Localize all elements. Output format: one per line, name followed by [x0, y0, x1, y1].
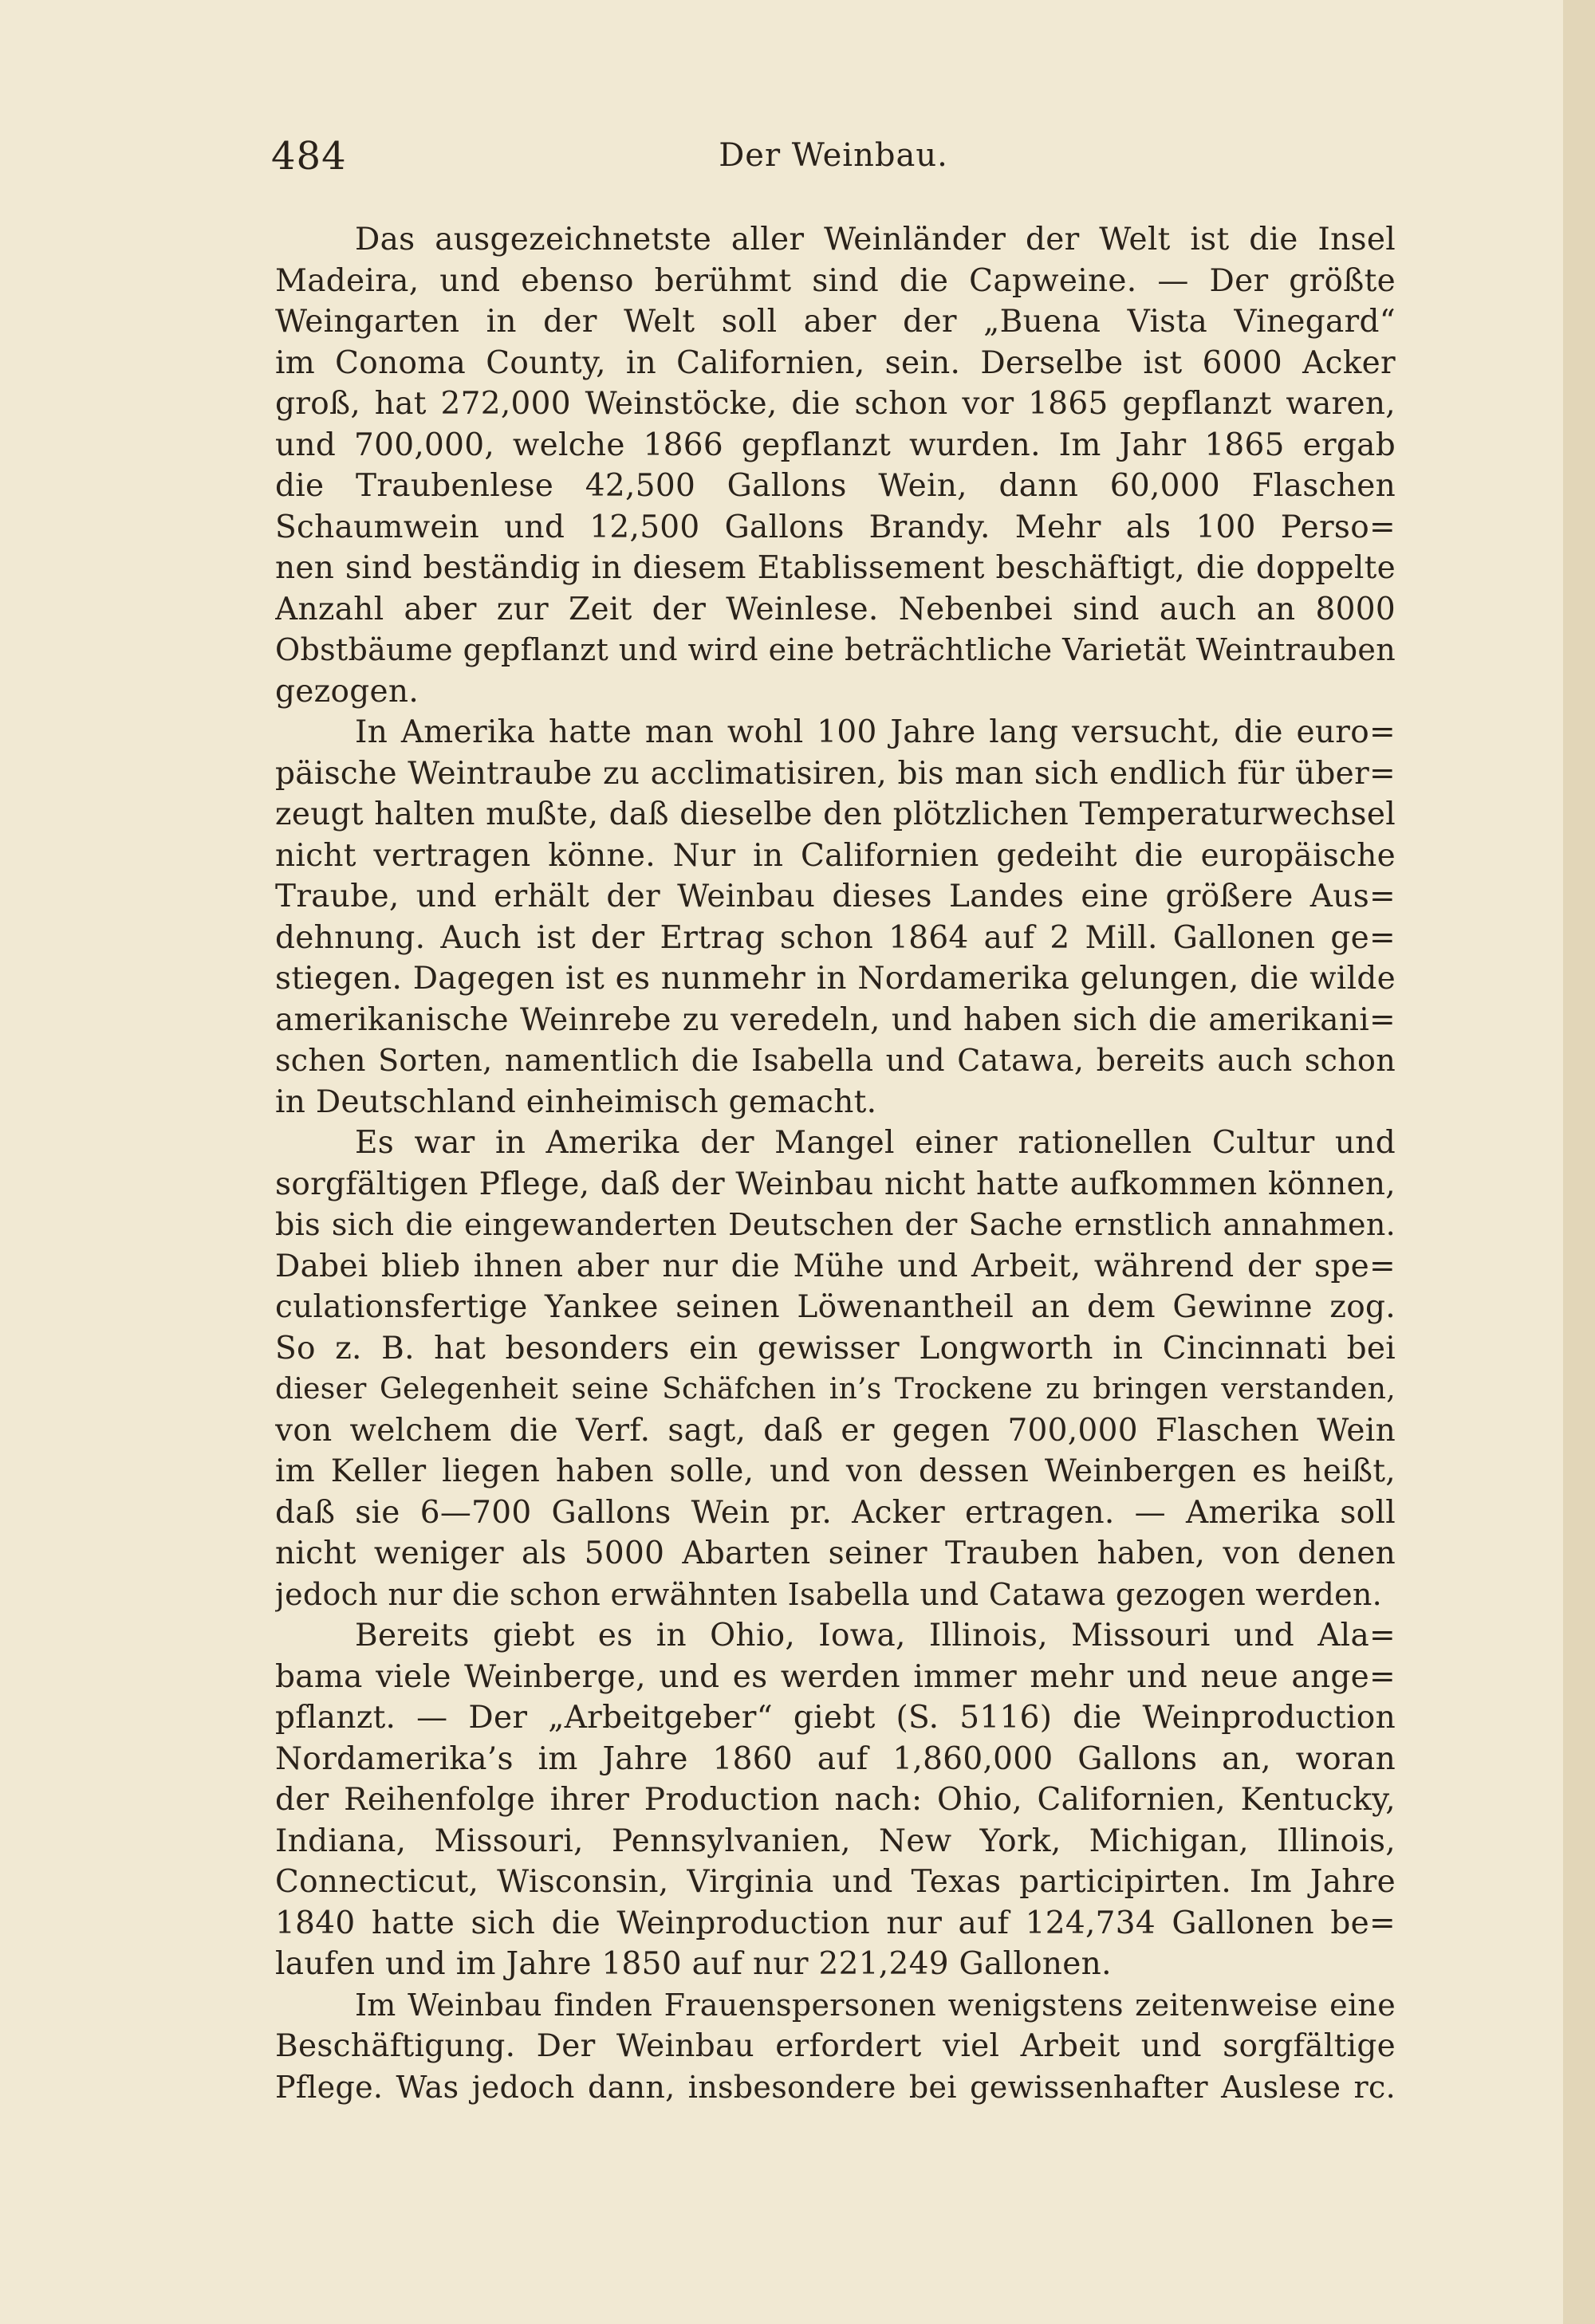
text-line: Traube, und erhält der Weinbau dieses Landes eine größere Aus= — [275, 879, 1396, 914]
text-line: nicht weniger als 5000 Abarten seiner Trauben haben, von denen — [275, 1536, 1396, 1571]
text-line: von welchem die Verf. sagt, daß er gegen 700,000 Flaschen Wein — [275, 1412, 1396, 1449]
text-line: Indiana, Missouri, Pennsylvanien, New York, Michigan, Illinois, — [275, 1823, 1396, 1859]
text-line: Dabei blieb ihnen aber nur die Mühe und Arbeit, während der spe= — [275, 1248, 1396, 1284]
text-line: Weingarten in der Welt soll aber der „Buena Vista Vinegard“ — [275, 304, 1396, 340]
text-line: die Traubenlese 42,500 Gallons Wein, dann 60,000 Flaschen — [275, 468, 1396, 504]
text-line: päische Weintraube zu acclimatisiren, bis man sich endlich für über= — [275, 755, 1396, 792]
text-line: Es war in Amerika der Mangel einer rationellen Cultur und — [355, 1125, 1396, 1161]
text-line: Nordamerika’s im Jahre 1860 auf 1,860,000 Gallons an, woran — [275, 1740, 1396, 1777]
text-line: zeugt halten mußte, daß dieselbe den plötzlichen Temperaturwechsel — [275, 796, 1396, 832]
text-line: pflanzt. — Der „Arbeitgeber“ giebt (S. 5116) die Weinproduction — [275, 1700, 1396, 1736]
text-line: Bereits giebt es in Ohio, Iowa, Illinois, Missouri und Ala= — [355, 1618, 1396, 1654]
text-line: nicht vertragen könne. Nur in Californien gedeiht die europäische — [275, 837, 1396, 874]
text-line: bis sich die eingewanderten Deutschen der Sache ernstlich annahmen. — [275, 1207, 1396, 1242]
text-line: Madeira, und ebenso berühmt sind die Capweine. — Der größte — [275, 262, 1396, 299]
text-line: groß, hat 272,000 Weinstöcke, die schon vor 1865 gepflanzt waren, — [275, 386, 1396, 422]
text-line: gezogen. — [275, 673, 419, 710]
text-line: im Conoma County, in Californien, sein. Derselbe ist 6000 Acker — [275, 344, 1396, 381]
text-line: dieser Gelegenheit seine Schäfchen in’s Trockene zu bringen verstanden, — [275, 1373, 1396, 1406]
text-line: So z. B. hat besonders ein gewisser Longworth in Cincinnati bei — [275, 1330, 1396, 1366]
text-line: Das ausgezeichnetste aller Weinländer der Welt ist die Insel — [355, 222, 1396, 258]
text-line: dehnung. Auch ist der Ertrag schon 1864 auf 2 Mill. Gallonen ge= — [275, 919, 1396, 956]
text-line: Connecticut, Wisconsin, Virginia und Texas participirten. Im Jahre — [275, 1864, 1396, 1900]
text-line: culationsfertige Yankee seinen Löwenantheil an dem Gewinne zog. — [275, 1289, 1396, 1325]
text-line: Obstbäume gepflanzt und wird eine beträchtliche Varietät Weintrauben — [275, 632, 1396, 667]
body-text — [275, 219, 1396, 2108]
text-line: und 700,000, welche 1866 gepflanzt wurden. Im Jahr 1865 ergab — [275, 427, 1396, 463]
text-line: sorgfältigen Pflege, daß der Weinbau nicht hatte aufkommen können, — [275, 1166, 1396, 1202]
text-line: nen sind beständig in diesem Etablissement beschäftigt, die doppelte — [275, 550, 1396, 586]
text-line: amerikanische Weinrebe zu veredeln, und haben sich die amerikani= — [275, 1001, 1396, 1038]
text-line: daß sie 6—700 Gallons Wein pr. Acker ertragen. — Amerika soll — [275, 1494, 1396, 1531]
page-number: 484 — [271, 134, 347, 179]
text-line: stiegen. Dagegen ist es nunmehr in Nordamerika gelungen, die wilde — [275, 961, 1396, 997]
text-line: schen Sorten, namentlich die Isabella und Catawa, bereits auch schon — [275, 1043, 1396, 1078]
text-line: Schaumwein und 12,500 Gallons Brandy. Mehr als 100 Perso= — [275, 509, 1396, 545]
text-line: Anzahl aber zur Zeit der Weinlese. Nebenbei sind auch an 8000 — [275, 591, 1396, 627]
text-line: jedoch nur die schon erwähnten Isabella und Catawa gezogen werden. — [275, 1576, 1383, 1612]
page-edge — [1563, 0, 1595, 2324]
text-line: laufen und im Jahre 1850 auf nur 221,249 Gallonen. — [275, 1946, 1112, 1982]
text-line: im Keller liegen haben solle, und von dessen Weinbergen es heißt, — [275, 1453, 1396, 1489]
text-line: der Reihenfolge ihrer Production nach: Ohio, Californien, Kentucky, — [275, 1782, 1396, 1818]
text-line: Pflege. Was jedoch dann, insbesondere bei gewissenhafter Auslese rc. — [275, 2069, 1396, 2105]
text-line: in Deutschland einheimisch gemacht. — [275, 1083, 877, 1120]
text-line: Im Weinbau finden Frauenspersonen wenigstens zeitenweise eine — [355, 1987, 1396, 2023]
text-line: In Amerika hatte man wohl 100 Jahre lang versucht, die euro= — [355, 714, 1396, 750]
text-line: 1840 hatte sich die Weinproduction nur auf 124,734 Gallonen be= — [275, 1905, 1396, 1941]
text-line: Beschäftigung. Der Weinbau erfordert viel Arbeit und sorgfältige — [275, 2028, 1396, 2064]
running-head: Der Weinbau. — [719, 137, 948, 174]
page-header — [271, 134, 1396, 182]
text-line: bama viele Weinberge, und es werden immer mehr und neue ange= — [275, 1658, 1396, 1695]
